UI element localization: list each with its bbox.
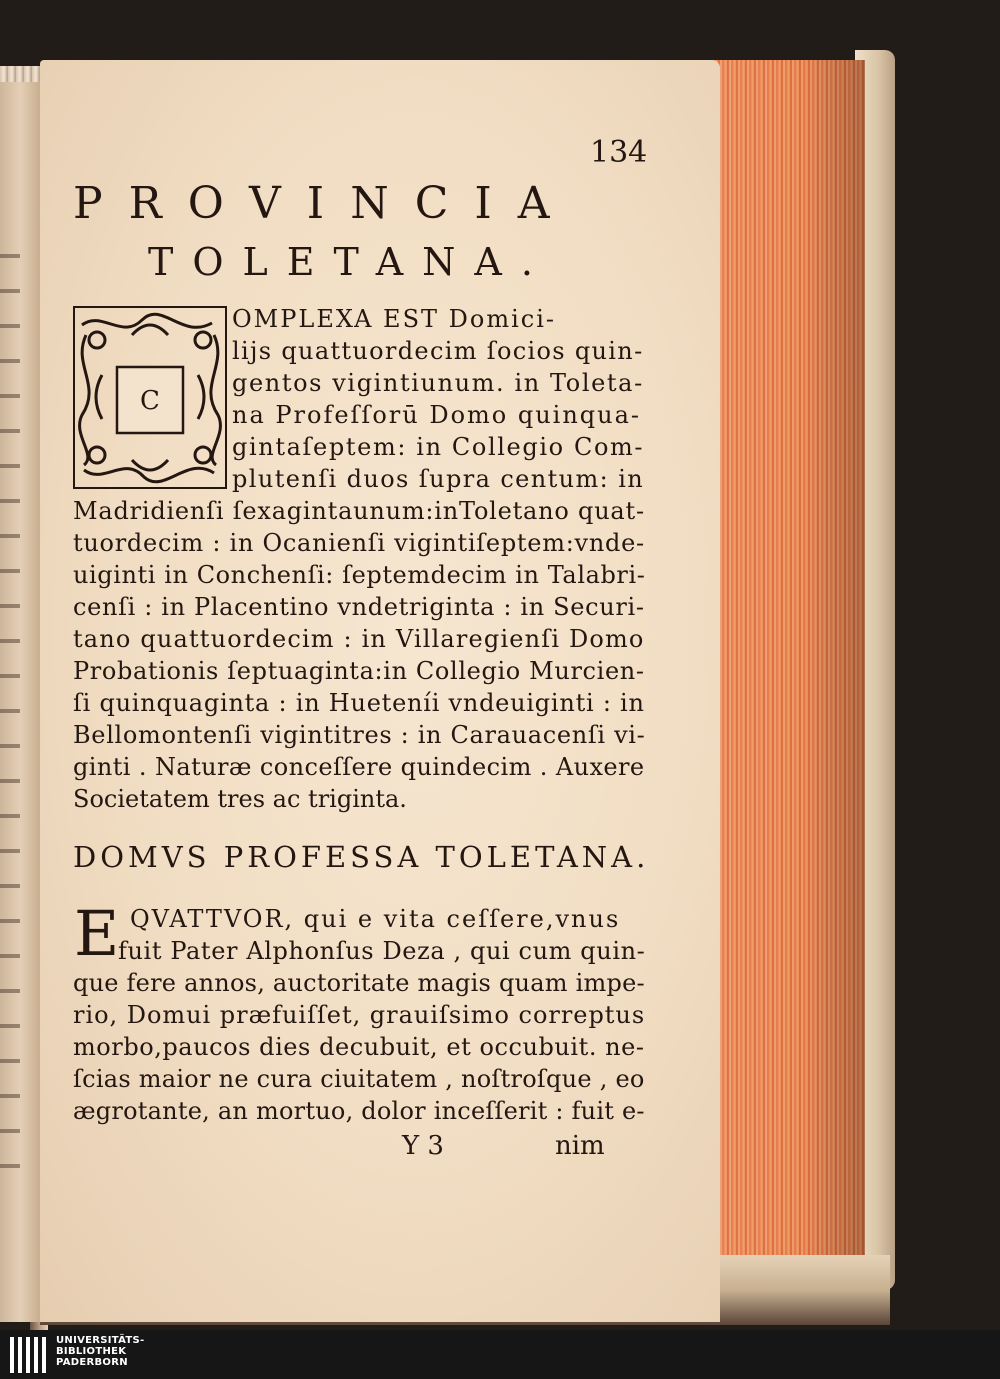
- text-line: tano quattuordecim : in Villaregienſi Domo: [73, 625, 645, 653]
- text-line: gintaſeptem: in Collegio Com-: [232, 433, 645, 461]
- text-line: ſcias maior ne cura ciuitatem , noſtroſque , eo: [73, 1065, 645, 1093]
- headband: [0, 66, 40, 82]
- section-initial: E: [74, 897, 120, 970]
- section-heading: DOMVS PROFESSA TOLETANA.: [73, 840, 650, 874]
- text-line: ægrotante, an mortuo, dolor inceſſerit : fuit e-: [73, 1097, 645, 1125]
- page-title-line1: PROVINCIA: [73, 178, 576, 229]
- page-number: 134: [590, 135, 648, 170]
- text-line: rio, Domui præfuiſſet, grauiſsimo correptus: [73, 1001, 646, 1029]
- library-logo-text: [56, 1335, 145, 1368]
- page-fore-edge: [705, 60, 865, 1260]
- text-line: fuit Pater Alphonſus Deza , qui cum quin-: [118, 937, 646, 965]
- logo-line: UNIVERSITÄTS-: [56, 1335, 145, 1346]
- left-page-text-fragment: [0, 232, 36, 1192]
- signature-mark: Y 3: [402, 1131, 444, 1161]
- text-line: uiginti in Conchenſi: ſeptemdecim in Talabri-: [73, 561, 646, 589]
- text-line: ſi quinquaginta : in Hueteníi vndeuiginti : in: [73, 689, 645, 717]
- page-title-line2: TOLETANA.: [148, 240, 552, 284]
- text-line: Societatem tres ac triginta.: [73, 785, 407, 813]
- logo-line: BIBLIOTHEK: [56, 1346, 127, 1357]
- decorated-initial: [72, 305, 228, 490]
- text-line: morbo,paucos dies decubuit, et occubuit. ne-: [73, 1033, 645, 1061]
- text-line: tuordecim : in Ocanienſi vigintiſeptem:vnde-: [73, 529, 645, 557]
- left-page-edge: [0, 82, 40, 1322]
- footer-bar: [0, 1330, 1000, 1379]
- text-line: na Profeſſorū Domo quinqua-: [232, 401, 642, 429]
- catchword: nim: [555, 1131, 605, 1161]
- decorated-initial-ornament-icon: [72, 305, 228, 490]
- initial-letter: C: [140, 386, 160, 416]
- text-line: lijs quattuordecim ſocios quin-: [232, 337, 644, 365]
- text-line: que fere annos, auctoritate magis quam impe-: [73, 969, 645, 997]
- text-line: Probationis ſeptuaginta:in Collegio Murcien-: [73, 657, 645, 685]
- text-line: gentos vigintiunum. in Toleta-: [232, 369, 644, 397]
- text-line: plutenſi duos ſupra centum: in: [232, 465, 645, 493]
- text-line: Bellomontenſi vigintitres : in Carauacenſi vi-: [73, 721, 646, 749]
- text-line: ginti . Naturæ conceſſere quindecim . Auxere: [73, 753, 645, 781]
- text-line: cenſi : in Placentino vndetriginta : in Securi-: [73, 593, 645, 621]
- text-line: OMPLEXA EST Domici-: [232, 305, 556, 333]
- logo-line: PADERBORN: [56, 1357, 128, 1368]
- text-line: QVATTVOR, qui e vita ceſſere,vnus: [130, 905, 621, 933]
- library-logo-icon: [10, 1337, 46, 1373]
- text-line: Madridienſi ſexagintaunum:inToletano quat-: [73, 497, 645, 525]
